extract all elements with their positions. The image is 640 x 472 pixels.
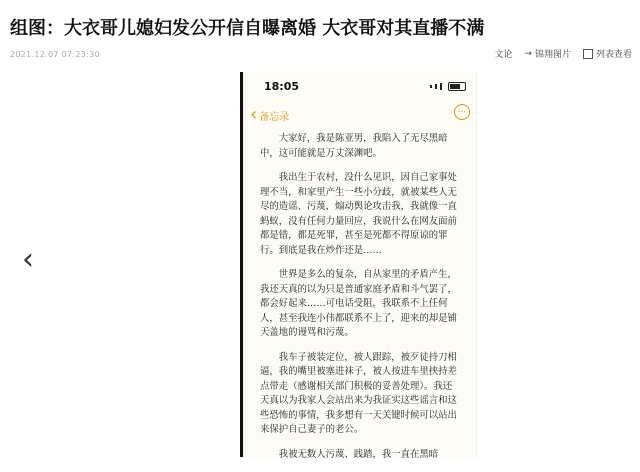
list-view-label: 列表查看 — [595, 50, 632, 60]
signal-icon — [435, 84, 437, 89]
note-paragraph: 我出生于农村，没什么见识，因自己家事处理不当，和家里产生一些小分歧，就被某些人无尽的造谣、污蔑，煽动舆论攻击我，我就像一直蚂蚁，没有任何力量回应，我说什么在网友面前都是错，都是死罪，甚至是死都不得原谅的罪行。到底是我在炒作还是…… — [260, 172, 457, 256]
note-paragraph: 世界是多么的复杂，自从家里的矛盾产生，我还天真的以为只是普通家庭矛盾和斗气罢了，都会好起来……可电话受阻，我联系不上任何人，甚至我连小伟都联系不上了，迎来的却是铺天盖地的谩骂和污蔑。 — [260, 269, 457, 338]
page-title: 组图：大衣哥儿媳妇发公开信自曝离婚 大衣哥对其直播不满 — [10, 18, 485, 39]
text-view-label: 文论 — [494, 50, 513, 60]
back-label: 备忘录 — [259, 111, 290, 123]
battery-icon — [448, 82, 466, 91]
publish-date: 2021.12.07 07:23:30 — [10, 50, 100, 59]
gallery-toolbar — [494, 47, 632, 60]
status-icons — [430, 82, 466, 91]
chevron-left-icon: ‹ — [250, 104, 258, 125]
image-view-label: 锦翔图片 — [534, 50, 571, 60]
image-icon: → — [524, 48, 532, 59]
signal-icon — [430, 85, 432, 88]
note-paragraph: 我车子被装定位，被人跟踪，被歹徒持刀相逼，我的嘴里被塞进袜子，被人按进车里挟持差点带走（感谢相关部门积极的妥善处理）。我还天真以为我家人会站出来为我证实这些谣言和这些恐怖的事情，我多想有一天关键时候可以站出来保护自己妻子的老公。 — [260, 351, 457, 435]
text-view-button[interactable] — [494, 47, 512, 60]
back-to-notes-button[interactable] — [250, 106, 289, 124]
phone-screenshot — [243, 72, 477, 460]
note-paragraph: 大家好，我是陈亚男，我陷入了无尽黑暗中，这可能就是万丈深渊吧。 — [260, 133, 448, 159]
note-content — [260, 132, 460, 472]
status-time: 18:05 — [264, 80, 300, 93]
note-paragraph: 我被无数人污蔑、践踏，我一直在黑暗 — [278, 448, 439, 460]
image-view-button[interactable] — [524, 47, 571, 60]
grid-icon — [583, 49, 593, 59]
more-options-icon[interactable]: ... — [454, 104, 470, 120]
list-view-button[interactable] — [583, 47, 632, 60]
chevron-left-icon[interactable]: ‹ — [22, 242, 34, 277]
signal-icon — [440, 83, 442, 90]
